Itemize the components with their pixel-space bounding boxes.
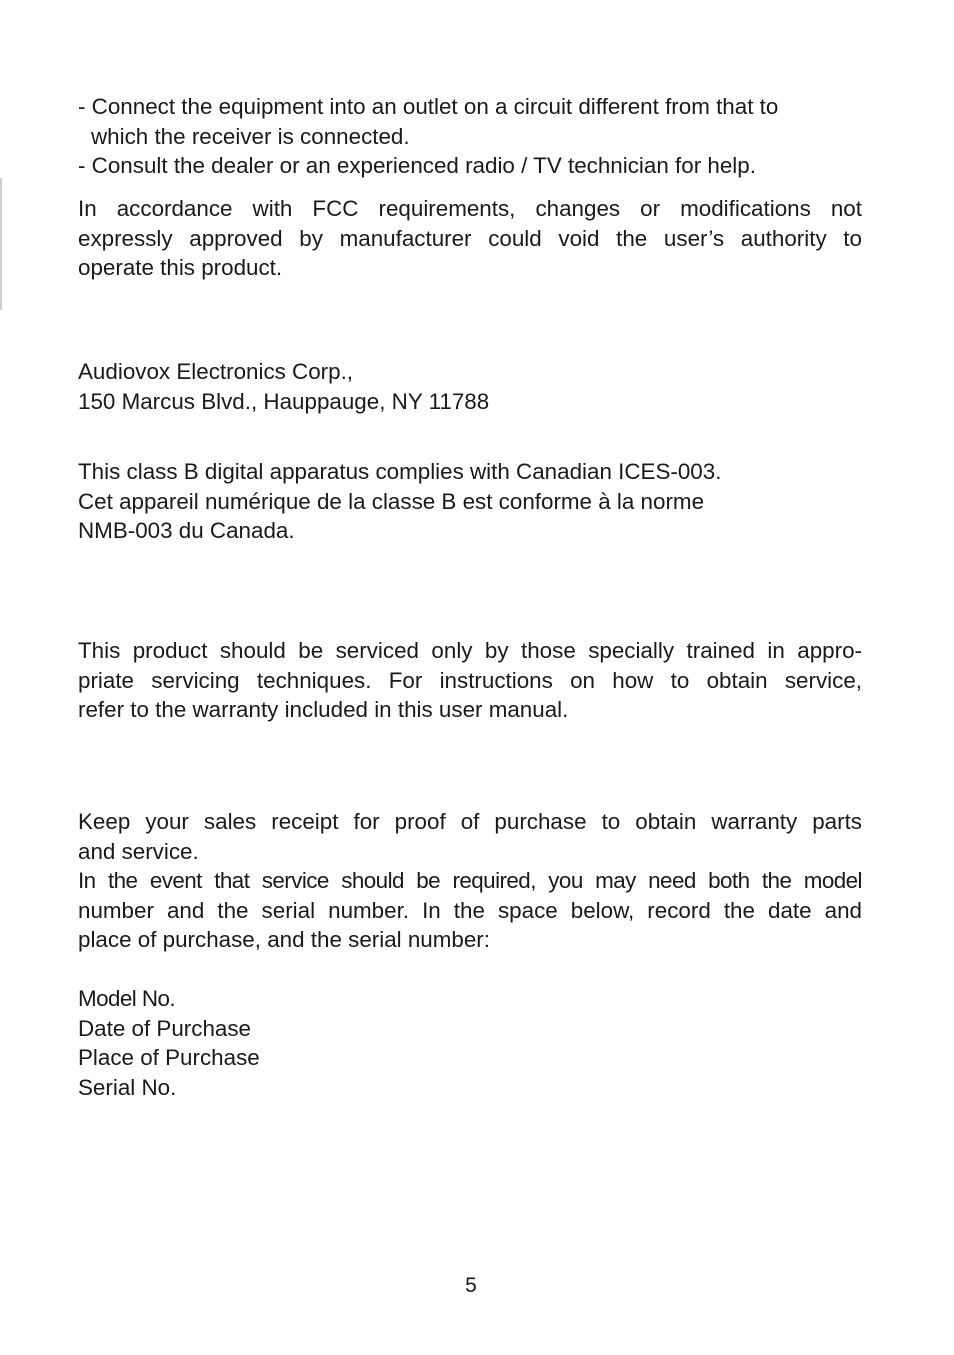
bullet-connect-outlet: - Connect the equipment into an outlet on a circuit different from that to xyxy=(78,94,779,119)
canada-notice-english: This class B digital apparatus complies with Canadian ICES-003. xyxy=(78,459,722,484)
model-number-label: Model No. xyxy=(78,986,176,1011)
page-edge-mark xyxy=(0,178,2,310)
page-number: 5 xyxy=(465,1274,477,1297)
service-notice-line: priate servicing techniques. For instructions on how to obtain service, xyxy=(78,667,862,693)
receipt-notice-line: Keep your sales receipt for proof of purchase to obtain warranty parts xyxy=(78,809,862,834)
fcc-notice-line: expressly approved by manufacturer could void the user’s authority to xyxy=(78,225,862,251)
fcc-notice-line: In accordance with FCC requirements, changes or modifications not xyxy=(78,196,862,221)
receipt-notice-line: and service. xyxy=(78,838,199,864)
fcc-modification-notice xyxy=(78,194,862,283)
company-address xyxy=(78,357,862,416)
company-name: Audiovox Electronics Corp., xyxy=(78,359,354,384)
bullet-consult-dealer: - Consult the dealer or an experienced radio / TV technician for help. xyxy=(78,153,756,179)
date-of-purchase-label: Date of Purchase xyxy=(78,1015,252,1041)
receipt-notice xyxy=(78,807,862,955)
company-street-address: 150 Marcus Blvd., Hauppauge, NY 11788 xyxy=(78,388,490,414)
service-notice xyxy=(78,636,862,725)
place-of-purchase-label: Place of Purchase xyxy=(78,1045,260,1071)
service-notice-line: refer to the warranty included in this user manual. xyxy=(78,697,569,723)
receipt-notice-line: In the event that service should be required, you may need both the model xyxy=(78,868,862,894)
interference-bullets xyxy=(78,92,862,181)
purchase-record-fields xyxy=(78,984,862,1102)
receipt-notice-line: place of purchase, and the serial number: xyxy=(78,927,490,953)
serial-number-label: Serial No. xyxy=(78,1074,177,1100)
receipt-notice-line: number and the serial number. In the space below, record the date and xyxy=(78,897,862,923)
canada-compliance-notice xyxy=(78,457,862,546)
bullet-connect-outlet-continued: which the receiver is connected. xyxy=(91,123,410,149)
canada-notice-french-continued: NMB-003 du Canada. xyxy=(78,518,295,544)
service-notice-line: This product should be serviced only by those specially trained in appro- xyxy=(78,638,862,663)
canada-notice-french: Cet appareil numérique de la classe B est conforme à la norme xyxy=(78,488,705,514)
fcc-notice-line: operate this product. xyxy=(78,255,283,281)
